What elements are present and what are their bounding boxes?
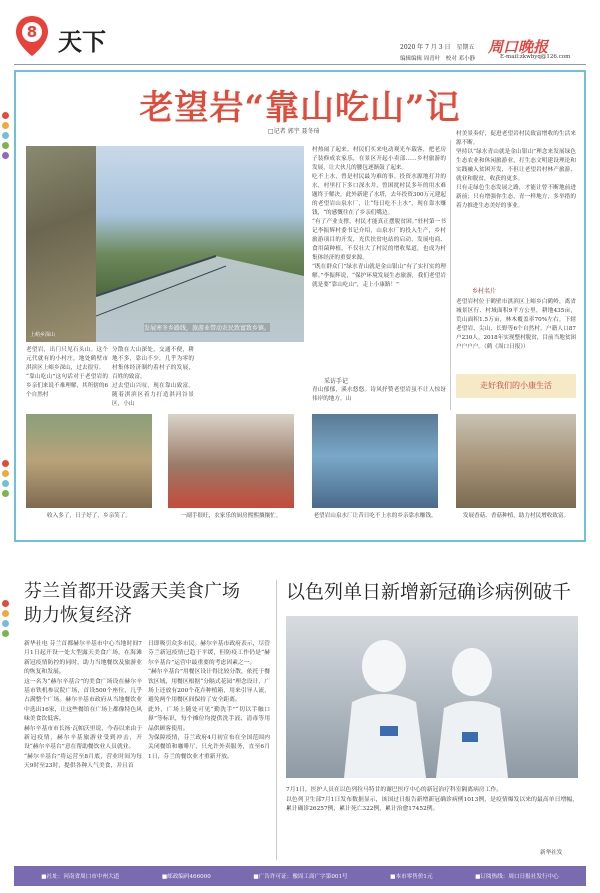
decor-dots	[2, 460, 12, 500]
caption-water-factory: 老望岩山泉水厂让昔日吃不上水的乡亲靠水赚钱。	[313, 513, 437, 519]
issue-date: 2020 年 7 月 3 日 星期五	[400, 44, 475, 51]
footer-license: ■广告许可证：豫周工商广字第001号	[253, 874, 348, 880]
feature-column-3-kicker: 采访手记	[324, 378, 349, 385]
walkway-drawing	[96, 146, 304, 342]
photo-caption-overlay: 发展寒冬乡路线，旅游业带动农民致富致乡镇。	[144, 325, 271, 332]
village-card-kicker: 乡村名片	[472, 288, 497, 295]
article-right-body: 7月1日，医护人员在以色列拉马特甘的谢巴医疗中心的新冠治疗科室隔离病房工作。 以色列卫生部7月1日发布数据显示，该国过日报告新增新冠确诊病例1013例，是疫情爆发以来的最高单日增幅，累计确诊26257例，累计死亡322例，累计治愈17452例。	[286, 787, 578, 813]
article-right-title: 以色列单日新增新冠确诊病例破千	[286, 581, 572, 603]
footer-bar	[14, 866, 586, 886]
article-left-column-2: 日即吸引众多市民。赫尔辛基市政府表示，尽管芬兰新冠疫情已趋于平缓，但防疫工作仍是“赫尔辛基台”运营中最重要的考虑因素之一。 “赫尔辛基台”用餐区设计得比较分散，依托于餐饮区域，用餐区根据“分隔式花园”理念设计，广场上还放有200个花卉种植箱，用来引导人流，避免两个用餐区间保持了安全距离。 此外，广场上随处可见“勤洗手”“切以手触口鼻”等标识，每个摊位均提供洗手液、清毒等用品供顾客使用。 为保障疫情，芬兰政府4月初宣布在全国范围内关闭餐馆和咖啡厅，只允许外卖服务，直至6月1日，芬兰的餐饮业才重新开放。	[148, 641, 270, 760]
article-left-title-1: 芬兰首都开设露天美食广场	[24, 581, 240, 602]
section-title: 天下	[58, 27, 106, 56]
glass-walkway-photo	[96, 146, 304, 342]
article-right-credit: 新华社发	[540, 850, 563, 856]
kitchen-photo	[168, 414, 294, 508]
article-divider	[276, 580, 277, 860]
hospital-photo	[286, 616, 578, 778]
village-card-body: 老望岩村位于鹤壁市淇滨区上峪乡白鹤岭，离省城景区行、村域面积9平方公里，耕地435亩，荒山面积1.5万亩，林木覆盖率70%左右。下辖老望岩、尖山、长野等6个自然村。户籍人口87户230人。2018年实现整村脱贫，目前当地贫困户户户户。（鹤《周口日报》）	[456, 299, 576, 350]
footer-price: ■本市零售价1元	[390, 874, 433, 880]
feature-headline: 老望岩“靠山吃山”记	[139, 88, 461, 128]
feature-byline: □记者 郭宇 聂冬琦	[268, 128, 320, 135]
caption-kitchen: 一副手很旺，农家乐的厨房熙熙攘攘忙。	[180, 513, 282, 519]
caption-mushroom: 发展香菇、香菇种植，助力村民增收致富。	[462, 513, 570, 519]
feature-column-3: 村热闹了起来。村民们买来电动观光车载客，把老房子装修成农家乐，在景区开起小卖部……乡村旅游的发展，让大伙儿的腰包逐渐鼓了起来。 吃不上水，曾是村民最为难的事。投资水源地打井的水，村里打下多口深水井，曾困扰村民多年的用水难题终于解决。此外新建了水塔，去年投资300万元建起的老望岩山泉水厂，让“每日吃不上水”，现在靠水赚钱，“的感慨往在了乡亲们嘴边。 “有了产业支撑，村民才能真正摆脱贫困。”驻村第一书记李振辉村委书记介绍，山泉水厂的投入生产，乡村旅游项目的开发，光伏扶贫电站的启动，发展电商、食用菌种植，不仅壮大了村民的增收渠道，也成为村集体经济的重要来源。 “既在群众门”绿水青山就是金山银山”有了实打实的理解。”李振辉说，“保护环境发展生态旅游，我们老望岩就是要“靠山吃山”，走上小康路！”	[312, 147, 446, 288]
feature-column-4: 村美景奏好，促进老望岩村民致富增收的生活来源不断。 坚持以“绿水青山就是金山银山”理念来发展绿色生态农业和休闲旅游业，打生态文明建设理论和实践融入贫困开发，不但让老望岩村林产旅游、就业和脱贫，收获的更多。 只有走绿色生态发展之路，才能让曾不断地前进新前；只有增强你生态，青一样地方，多举措的着力推进生态美好的事业。	[456, 131, 576, 209]
family-photo	[26, 414, 152, 508]
page-number: 8	[26, 23, 38, 41]
decor-dots	[2, 112, 12, 162]
staff-line: 编辑编辑 周青叶 校对 邓小静	[400, 56, 475, 62]
medical-staff-drawing	[286, 616, 578, 778]
feature-banner: 走好我们的小康生活	[456, 374, 576, 398]
article-left-title-2: 助力恢复经济	[24, 605, 132, 626]
article-left-column-1: 新华社电 芬兰首都赫尔辛基市中心当地时间7月1日起开设一处大型露天美食广场，在海滩新冠疫情防控的同时，助力当地餐饮及旅游业的恢复和发展。 这一名为“赫尔辛基合”的美食广场设在赫尔辛基市铁机参议院广场，首设500个座位，几乎占满整个广场。赫尔辛基市政府从当地餐饮业中选出16家，让这些餐馆在广场上都像特色风味美食饮低客。 赫尔辛基市市长扬·瓦帕沃里说，今春以来由于新冠疫情，赫尔辛基旅游业受到冲击，开设“赫尔辛基台”意在帮助餐饮业人员就业。 “赫尔辛基台”将运营至8月底，营业时间为每天9时至23时，提供各种人气美食，并且首	[24, 641, 142, 770]
feature-column-3-tail: 青山郁郁，溪水悠悠。诗风抒赞老望岩虽不让人惊讶伟岸的地方。山	[312, 387, 446, 402]
caption-family: 收入多了，日子好了，乡亲笑了。	[47, 513, 131, 519]
mushroom-photo	[456, 414, 576, 508]
feature-column-2: 分散在大山深处，交通不便，耕地不多，靠山不少，几乎为零的村集体经济制约着村子的发展，百姓的致富。 过去望山兴叹，现在靠山致富。随着淇滨区着力打造淇河谷景区，小山	[112, 347, 194, 407]
footer-address: ■社址：河南省周口市中州大道	[41, 874, 120, 880]
feature-column-1: 老望岩，出门只见石头山。这个元代就有的小村庄，地处鹤壁市淇滨区上峪乡深山，过去很穷。 “靠山吃山”这句话对于老望岩的乡亲们来说不难理解，其所辖的6个自然村	[26, 347, 108, 398]
newspaper-logo: 周口晚报	[488, 38, 549, 56]
contact-email: E-mail:zkwbyq@126.com	[500, 54, 571, 60]
footer-subscribe: ■订阅热线：周口日报社发行中心	[475, 874, 559, 880]
header-rule	[14, 64, 586, 65]
cliff-photo-caption: 上峪乡深山	[30, 332, 56, 338]
footer-postcode: ■邮政编码466000	[161, 874, 211, 880]
column-divider	[450, 140, 451, 410]
water-factory-photo	[312, 414, 438, 508]
decor-dots	[2, 600, 12, 640]
cliff-photo	[26, 146, 96, 342]
